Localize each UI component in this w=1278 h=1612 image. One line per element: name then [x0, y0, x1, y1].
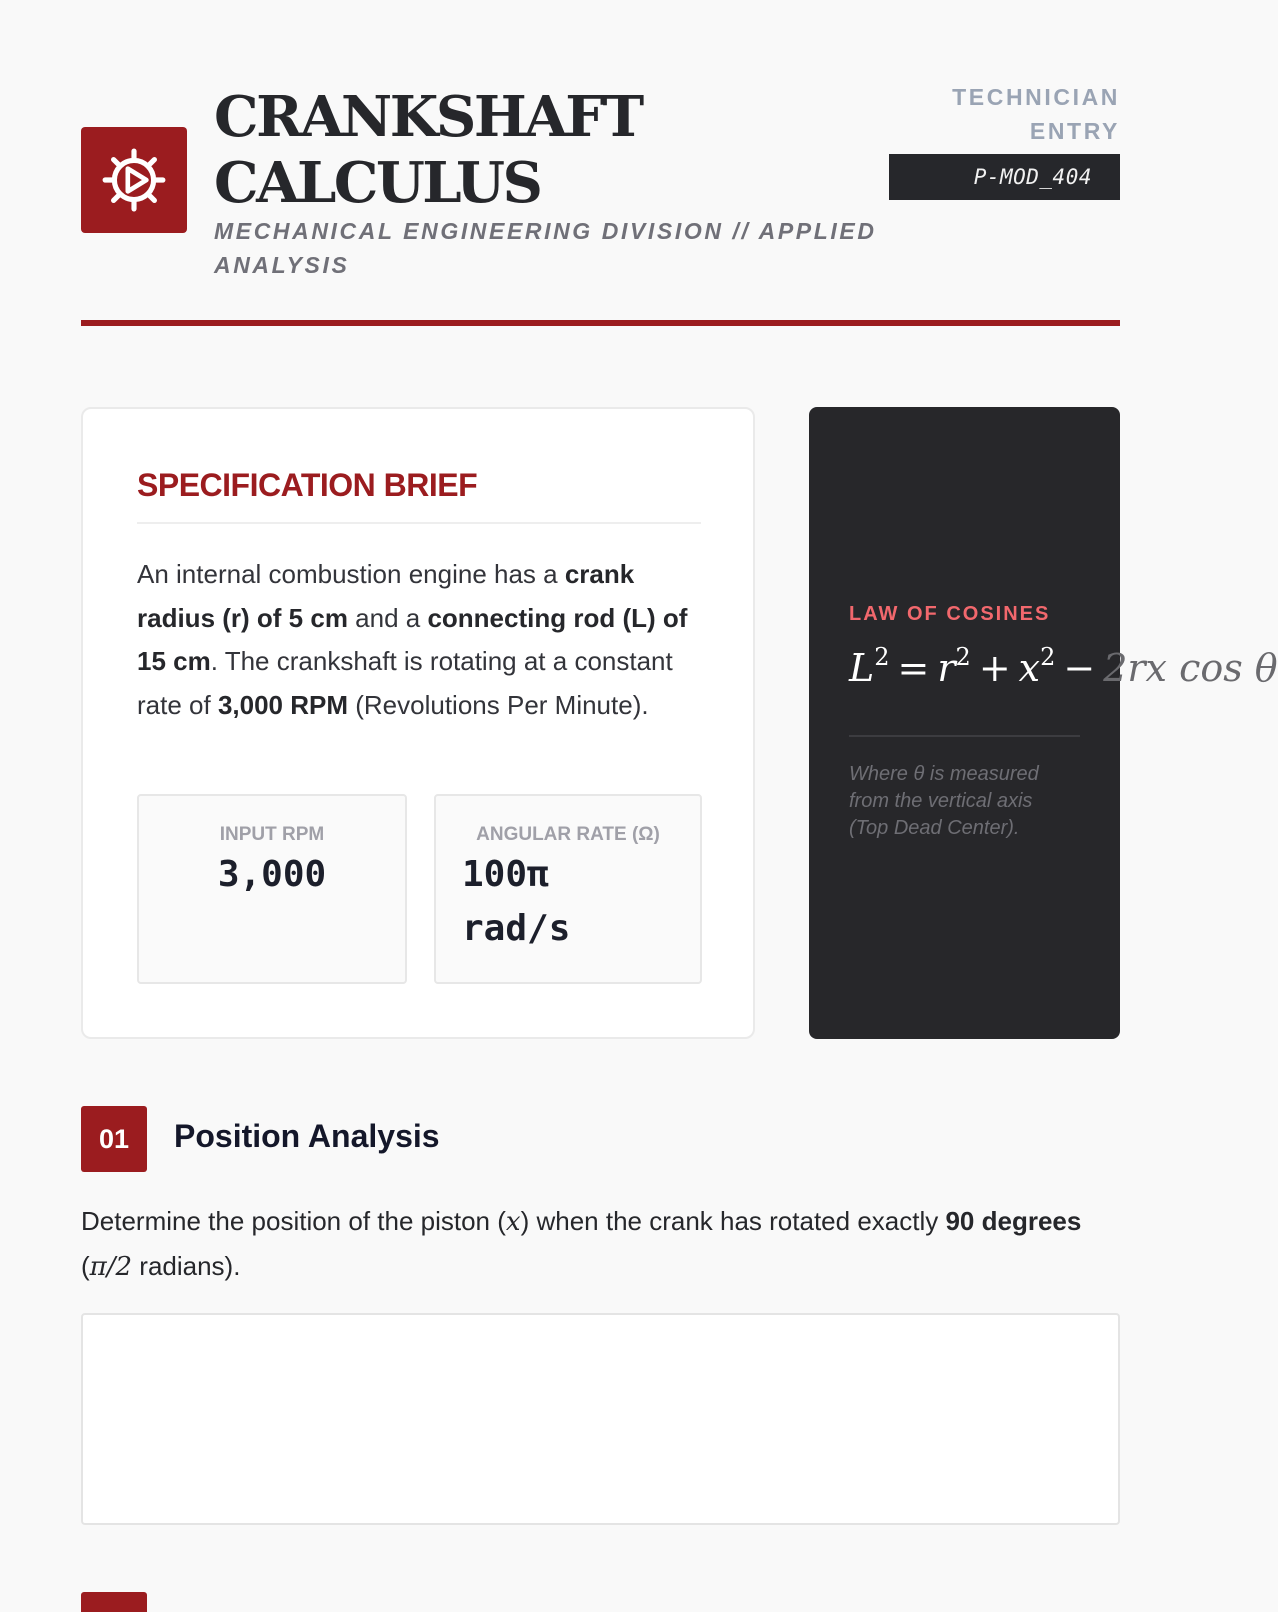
next-section-badge — [81, 1592, 147, 1612]
formula-tail: 2rx cos θ — [1103, 646, 1278, 690]
question-math-x: x — [505, 1207, 521, 1237]
spec-text-3: . The crankshaft is rotating at a constant rate of — [137, 646, 673, 720]
question-text-4: radians). — [132, 1250, 241, 1281]
law-note: Where θ is measured from the vertical axis (Top Dead Center). — [849, 763, 1039, 839]
stat-angular-rate — [434, 794, 702, 984]
question-text-3: ( — [81, 1250, 90, 1281]
law-formula — [849, 643, 1278, 690]
header-divider — [81, 320, 1120, 326]
title-line-2: CALCULUS — [214, 150, 541, 216]
section-question — [81, 1200, 1120, 1289]
answer-input-area[interactable] — [81, 1313, 1120, 1525]
question-text-1: Determine the position of the piston ( — [81, 1206, 506, 1236]
specification-card — [81, 407, 755, 1039]
formula-x-exponent: 2 — [1040, 643, 1056, 671]
formula-r-exponent: 2 — [955, 643, 971, 671]
technician-id-badge: P-MOD_404 — [889, 154, 1120, 200]
spec-crank-radius: crank radius (r) of 5 cm — [137, 559, 635, 633]
law-title: LAW OF COSINES — [849, 603, 1051, 625]
stat-label: INPUT RPM — [219, 824, 325, 845]
spec-text-2: and a — [347, 602, 428, 633]
page-subtitle: MECHANICAL ENGINEERING DIVISION // APPLIED ANALYSIS — [214, 218, 877, 278]
stat-input-rpm — [137, 794, 407, 984]
question-text-2: ) when the crank has rotated exactly — [520, 1206, 946, 1236]
spec-text-4: (Revolutions Per Minute). — [348, 689, 649, 720]
formula-x: x — [1018, 646, 1041, 690]
stat-label: ANGULAR RATE (Ω) — [476, 824, 660, 845]
formula-r: r — [937, 646, 956, 690]
specification-title: SPECIFICATION BRIEF — [137, 467, 701, 524]
section-title: Position Analysis — [174, 1118, 440, 1154]
spec-rpm: 3,000 RPM — [217, 689, 349, 720]
formula-L: L — [849, 646, 875, 690]
gear-icon — [101, 147, 167, 213]
law-of-cosines-panel — [809, 407, 1278, 1039]
title-line-1: CRANKSHAFT — [214, 84, 642, 150]
law-divider — [849, 735, 1080, 737]
question-angle: 90 degrees — [945, 1206, 1082, 1236]
specification-text — [137, 553, 705, 727]
page-title — [214, 84, 814, 216]
question-math-radians: π/2 — [89, 1251, 133, 1282]
formula-L-exponent: 2 — [874, 643, 890, 671]
stat-value: 3,000 — [217, 854, 327, 895]
formula-minus: − — [1063, 646, 1096, 690]
formula-plus: + — [978, 646, 1011, 690]
logo-badge — [81, 127, 187, 233]
formula-equals: = — [897, 646, 930, 690]
stat-value: 100π rad/s — [462, 854, 571, 949]
technician-entry-label: TECHNICIAN ENTRY — [952, 84, 1120, 144]
section-number-badge: 01 — [81, 1106, 147, 1172]
spec-connecting-rod: connecting rod (L) of 15 cm — [137, 602, 688, 676]
spec-text-1: An internal combustion engine has a — [137, 559, 565, 589]
